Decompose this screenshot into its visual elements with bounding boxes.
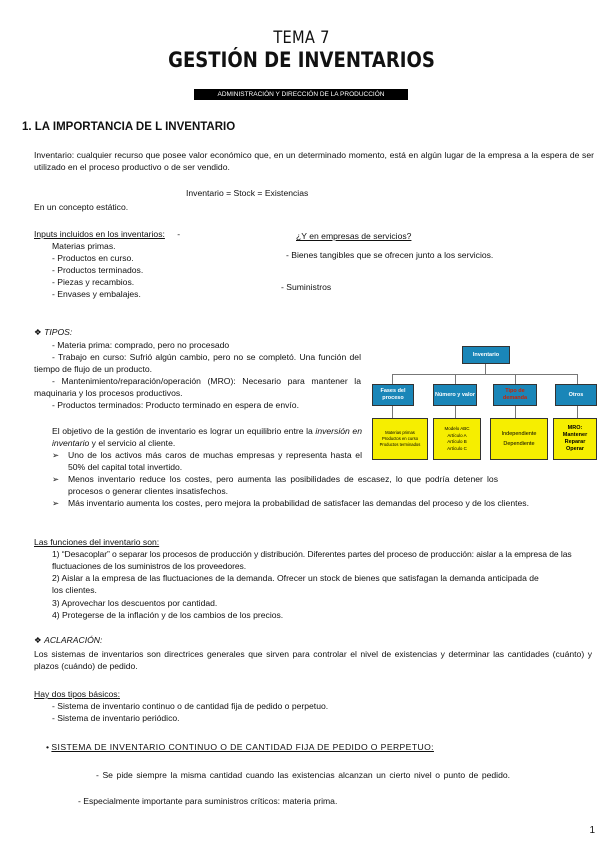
connector-line [515, 374, 516, 384]
services-heading: ¿Y en empresas de servicios? [296, 231, 412, 241]
tipos-heading: TIPOS: [44, 327, 73, 337]
aclaracion-heading: ACLARACIÓN: [44, 635, 103, 645]
tipos-item: - Mantenimiento/reparación/operación (MRO): Necesario para mantener la maquinaria y los procesos productivos. [34, 376, 361, 398]
objetivo-point: Más inventario aumenta los costes, pero mejora la probabilidad de satisfacer las demandas del proceso y de los clientes. [68, 498, 529, 508]
diagram-leaf-fases: Materias primas Productos en curso Productos terminados [372, 418, 428, 460]
diagram-node-demanda: Tipo de demanda [493, 384, 537, 406]
funciones-item: 2) Aislar a la empresa de las fluctuaciones de la demanda. Ofrecer un stock de bienes que satisfagan la demanda anticipada de los clientes. [52, 573, 539, 595]
funciones-heading: Las funciones del inventario son: [34, 537, 160, 547]
funciones-item: 4) Protegerse de la inflación y de los cambios de los precios. [52, 610, 284, 620]
funciones-item: 3) Aprovechar los descuentos por cantidad. [52, 598, 218, 608]
services-item: - Bienes tangibles que se ofrecen junto a los servicios. [286, 250, 494, 260]
services-item: - Suministros [281, 282, 332, 292]
diagram-node-otros: Otros [555, 384, 597, 406]
connector-line [455, 374, 456, 384]
connector-line [455, 406, 456, 418]
objetivo-paragraph: El objetivo de la gestión de inventario es lograr un equilibrio entre la inversión en inventario y el servicio al cliente. [52, 426, 362, 448]
tema-label: TEMA 7 [273, 28, 330, 48]
sistema-item: - Se pide siempre la misma cantidad cuando las existencias alcanzan un cierto nivel o punto de pedido. [96, 770, 511, 780]
connector-line [515, 406, 516, 418]
funciones-item: 1) “Desacoplar” o separar los procesos de producción y distribución. Diferentes partes del proceso de producción: aislar a la empresa de las fluctuaciones de los suministros de los proveedores. [52, 549, 572, 571]
inputs-item: - Productos terminados. [52, 265, 144, 275]
inputs-dash: - [177, 229, 181, 239]
bullet-icon: • [46, 742, 50, 752]
connector-line [392, 374, 578, 375]
tipos-item: - Materia prima: comprado, pero no procesado [52, 340, 230, 350]
sistema-heading-line [46, 741, 434, 753]
inputs-item: - Piezas y recambios. [52, 277, 135, 287]
inputs-item: Materias primas. [52, 241, 116, 251]
subject-banner: ADMINISTRACIÓN Y DIRECCIÓN DE LA PRODUCCIÓN [194, 89, 408, 100]
diagram-leaf-abc: Modelo ABC Artículo A Artículo B Artículo C [433, 418, 481, 460]
aclaracion-heading-line [34, 634, 102, 646]
page-number: 1 [589, 825, 595, 836]
tipos-item: - Productos terminados: Producto terminado en espera de envío. [52, 400, 299, 410]
connector-line [577, 374, 578, 384]
inputs-heading-line [34, 228, 180, 240]
inventory-diagram [370, 342, 598, 462]
diagram-leaf-mro: MRO: Mantener Reparar Operar [553, 418, 597, 460]
definition-paragraph: Inventario: cualquier recurso que posee valor económico que, en un determinado momento, está en algún lugar de la empresa a la espera de ser utilizado en el proceso productivo o de ser vendido. [34, 150, 594, 172]
static-concept: En un concepto estático. [34, 202, 129, 212]
inputs-item: - Productos en curso. [52, 253, 134, 263]
connector-line [485, 364, 486, 374]
objetivo-point: Menos inventario reduce los costes, pero aumenta las posibilidades de escasez, lo que podría detener los procesos o generar clientes insatisfechos. [68, 474, 498, 496]
arrow-icon: ➢ [52, 450, 60, 460]
connector-line [577, 406, 578, 418]
connector-line [392, 374, 393, 384]
tipos-item: - Trabajo en curso: Sufrió algún cambio, pero no se completó. Una función del tiempo de flujo de un producto. [34, 352, 361, 374]
objetivo-point: Uno de los activos más caros de muchas empresas y representa hasta el 50% del capital total invertido. [68, 450, 362, 472]
sistema-heading: SISTEMA DE INVENTARIO CONTINUO O DE CANTIDAD FIJA DE PEDIDO O PERPETUO: [51, 742, 434, 752]
formula: Inventario = Stock = Existencias [186, 188, 309, 198]
diagram-leaf-demanda: Independiente Dependiente [490, 418, 548, 460]
connector-line [392, 406, 393, 418]
diamond-bullet-icon: ❖ [34, 327, 42, 337]
inputs-heading: Inputs incluidos en los inventarios: [34, 229, 165, 239]
diagram-node-numero: Número y valor [433, 384, 477, 406]
section-heading: 1. LA IMPORTANCIA DE L INVENTARIO [22, 121, 236, 133]
tipos-basicos-item: - Sistema de inventario periódico. [52, 713, 180, 723]
arrow-icon: ➢ [52, 498, 60, 508]
sistema-item: - Especialmente importante para suministros críticos: materia prima. [78, 796, 338, 806]
inputs-item: - Envases y embalajes. [52, 289, 141, 299]
aclaracion-paragraph: Los sistemas de inventarios son directrices generales que sirven para controlar el nivel de existencias y determinar las cantidades (cuánto) y plazos (cuándo) de pedido. [34, 649, 592, 671]
tipos-heading-line [34, 326, 72, 338]
diagram-node-fases: Fases del proceso [372, 384, 414, 406]
tipos-basicos-item: - Sistema de inventario continuo o de cantidad fija de pedido o perpetuo. [52, 701, 329, 711]
page-title: GESTIÓN DE INVENTARIOS [168, 48, 435, 72]
diamond-bullet-icon: ❖ [34, 635, 42, 645]
arrow-icon: ➢ [52, 474, 60, 484]
diagram-root-node: Inventario [462, 346, 510, 364]
tipos-basicos-heading: Hay dos tipos básicos: [34, 689, 120, 699]
